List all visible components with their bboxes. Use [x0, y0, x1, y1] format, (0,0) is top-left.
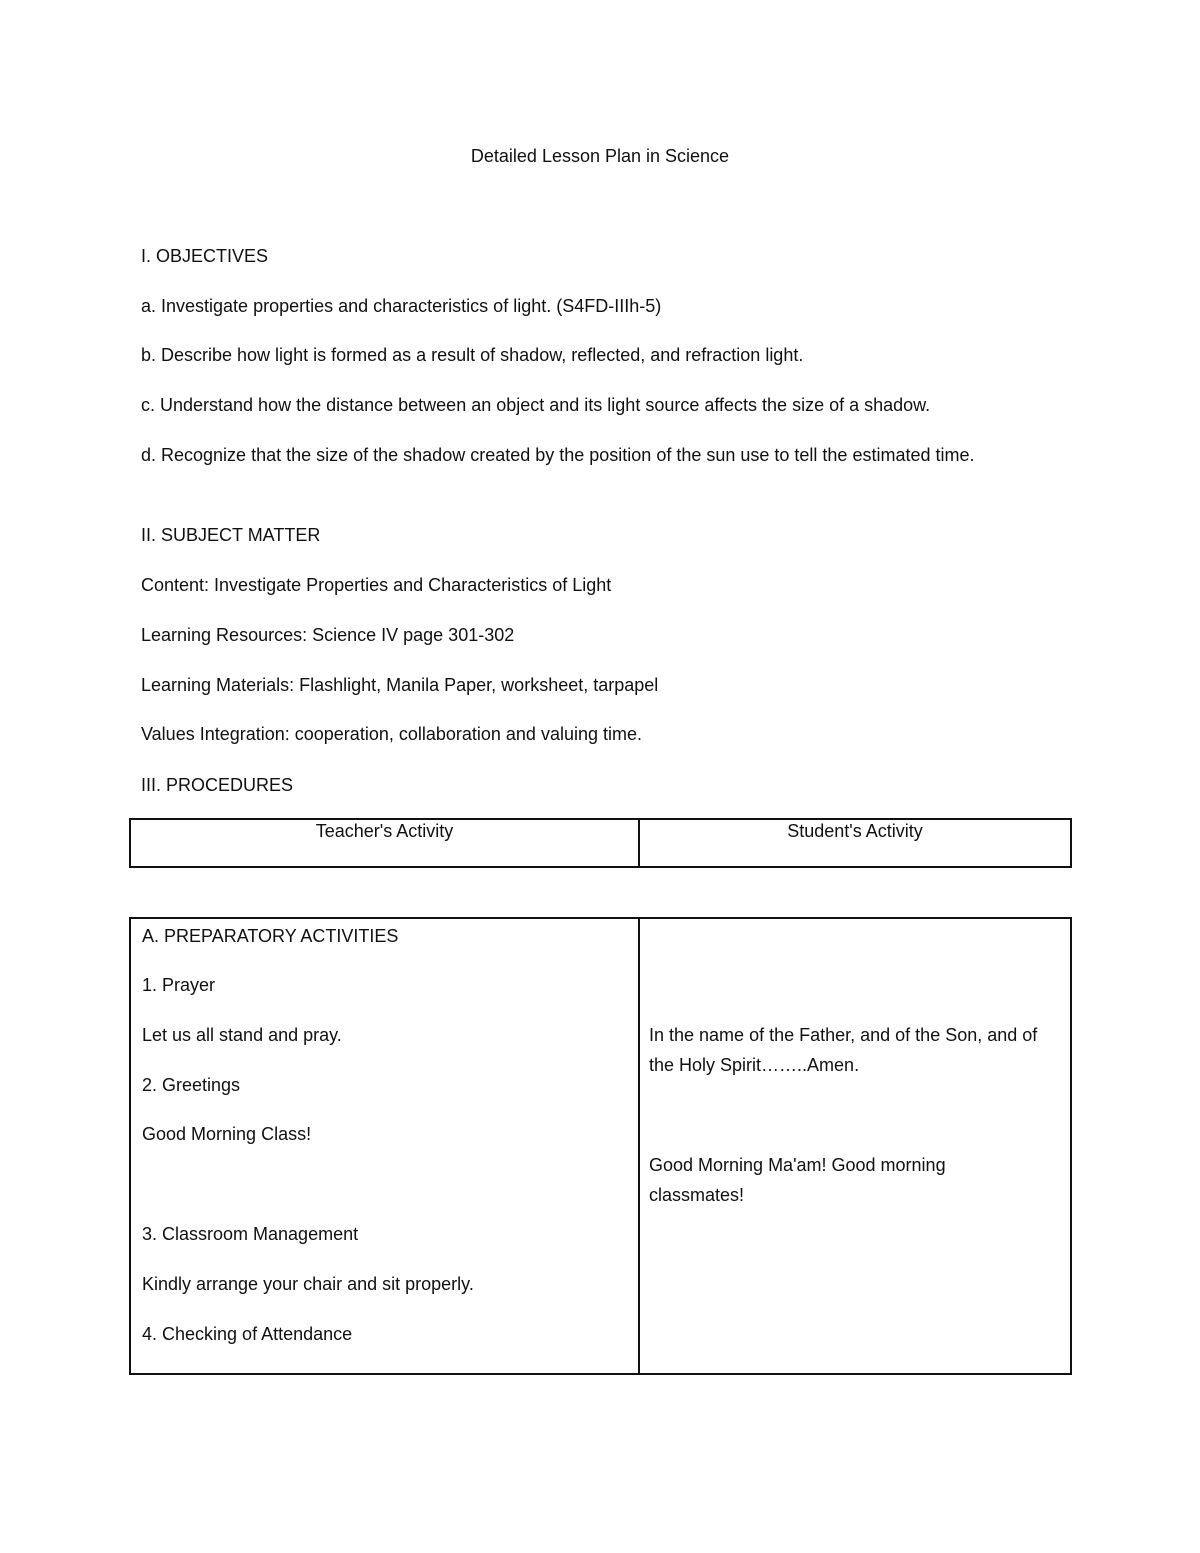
learning-resources: Learning Resources: Science IV page 301-302: [141, 625, 515, 645]
objective-c: c. Understand how the distance between an object and its light source affects the size of a shadow.: [141, 395, 931, 415]
preparatory-heading: A. PREPARATORY ACTIVITIES: [142, 926, 399, 946]
document-title: Detailed Lesson Plan in Science: [470, 146, 730, 166]
prayer-teacher-line: Let us all stand and pray.: [142, 1025, 342, 1045]
attendance-heading: 4. Checking of Attendance: [142, 1324, 353, 1344]
objective-d: d. Recognize that the size of the shadow created by the position of the sun use to tell the estimated time.: [141, 445, 975, 465]
subject-content: Content: Investigate Properties and Characteristics of Light: [141, 575, 612, 595]
student-activity-header: [639, 819, 1071, 867]
learning-materials: Learning Materials: Flashlight, Manila Paper, worksheet, tarpapel: [141, 675, 659, 695]
header-row: [130, 819, 1071, 867]
objective-b: b. Describe how light is formed as a result of shadow, reflected, and refraction light.: [141, 345, 804, 365]
student-activity-label: Student's Activity: [787, 821, 923, 841]
greetings-student-response: Good Morning Ma'am! Good morning classmates!: [649, 1155, 946, 1205]
prayer-student-response: In the name of the Father, and of the Son, and of the Holy Spirit……..Amen.: [649, 1025, 1038, 1075]
values-integration: Values Integration: cooperation, collaboration and valuing time.: [141, 724, 642, 744]
student-activity-cell: [639, 918, 1071, 1374]
prayer-heading: 1. Prayer: [142, 975, 216, 995]
procedures-header-table: [129, 818, 1072, 868]
greetings-heading: 2. Greetings: [142, 1075, 241, 1095]
teacher-activity-header: [130, 819, 639, 867]
classroom-management-heading: 3. Classroom Management: [142, 1224, 359, 1244]
subject-matter-heading: II. SUBJECT MATTER: [141, 525, 321, 545]
teacher-activity-cell: [130, 918, 639, 1374]
objective-a: a. Investigate properties and characteristics of light. (S4FD-IIIh-5): [141, 296, 662, 316]
preparatory-activities-table: [129, 917, 1072, 1375]
procedures-heading: III. PROCEDURES: [141, 775, 294, 795]
teacher-activity-label: Teacher's Activity: [315, 821, 454, 841]
greetings-teacher-line: Good Morning Class!: [142, 1124, 312, 1144]
preparatory-row: [130, 918, 1071, 1374]
classroom-teacher-line: Kindly arrange your chair and sit properly.: [142, 1274, 474, 1294]
objectives-heading: I. OBJECTIVES: [141, 246, 269, 266]
